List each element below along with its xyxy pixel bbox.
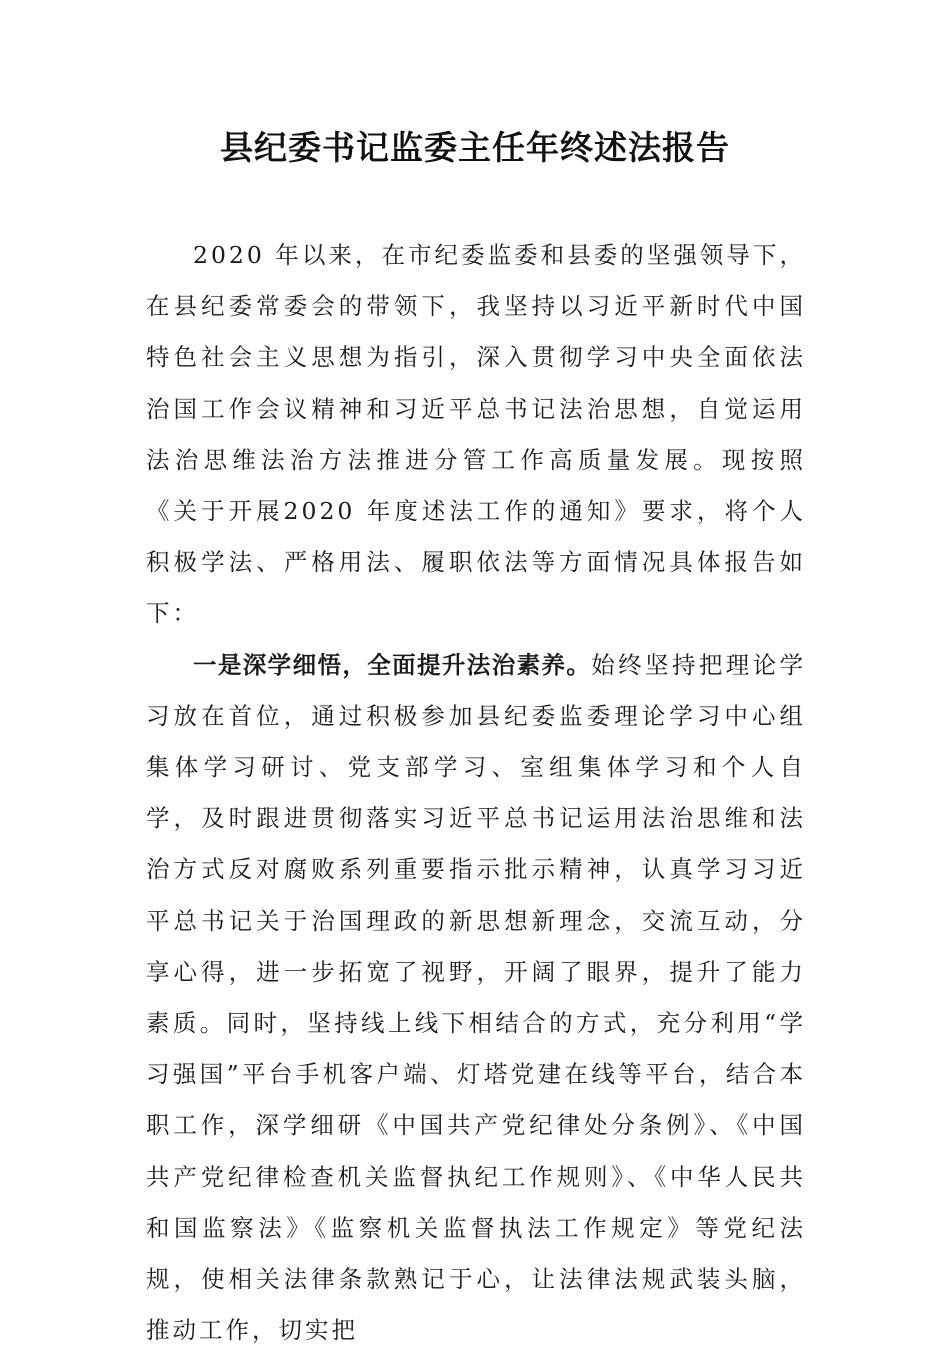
document-body	[146, 230, 806, 1356]
section-1-heading: 一是深学细悟，全面提升法治素养。	[193, 650, 592, 679]
paragraph-intro-text: 2020 年以来，在市纪委监委和县委的坚强领导下，在县纪委常委会的带领下，我坚持以习近平新时代中国特色社会主义思想为指引，深入贯彻学习中央全面依法治国工作会议精神和习近平总书记法治思想，自觉运用法治思维法治方法推进分管工作高质量发展。现按照《关于开展2020 年度述法工作的通知》要求，将个人积极学法、严格用法、履职依法等方面情况具体报告如下：	[146, 241, 806, 628]
paragraph-section-1	[146, 640, 806, 1356]
section-1-text: 始终坚持把理论学习放在首位，通过积极参加县纪委监委理论学习中心组集体学习研讨、党支部学习、室组集体学习和个人自学，及时跟进贯彻落实习近平总书记运用法治思维和法治方式反对腐败系列重要指示批示精神，认真学习习近平总书记关于治国理政的新思想新理念，交流互动，分享心得，进一步拓宽了视野，开阔了眼界，提升了能力素质。同时，坚持线上线下相结合的方式，充分利用“学习强国”平台手机客户端、灯塔党建在线等平台，结合本职工作，深学细研《中国共产党纪律处分条例》、《中国共产党纪律检查机关监督执纪工作规则》、《中华人民共和国监察法》《监察机关监督执法工作规定》等党纪法规，使相关法律条款熟记于心，让法律法规武装头脑，推动工作，切实把	[146, 650, 807, 1345]
document-title: 县纪委书记监委主任年终述法报告	[220, 128, 730, 167]
paragraph-intro	[146, 230, 806, 640]
